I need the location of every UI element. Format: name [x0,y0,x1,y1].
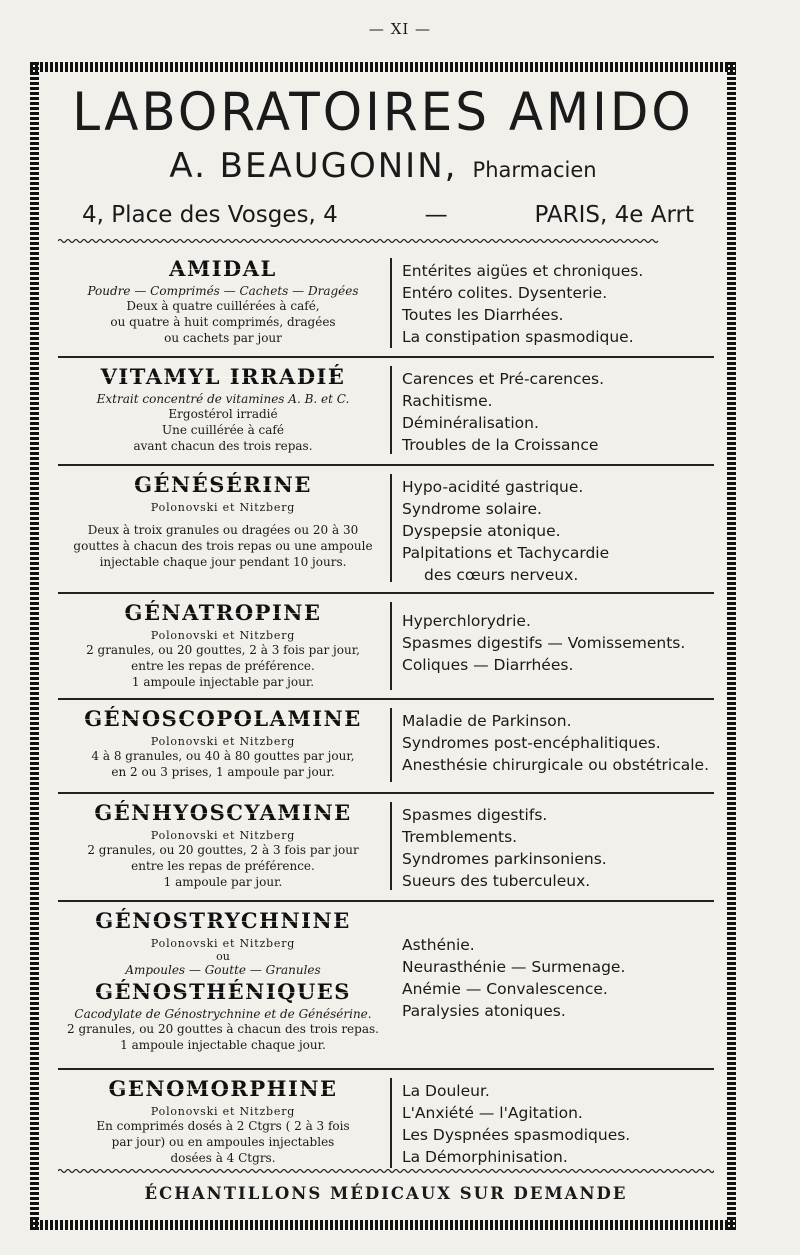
dose-line: Une cuillérée à café [162,423,284,437]
indication: Paralysies atoniques. [402,1002,566,1020]
indication: Spasmes digestifs. [402,806,548,824]
dose-line: ou quatre à huit comprimés, dragées [110,315,336,329]
product-authors: Polonovski et Nitzberg [150,1105,296,1118]
dose-line: injectable chaque jour pendant 10 jours. [99,555,347,569]
product-authors: Polonovski et Nitzberg [150,829,296,842]
product-name: AMIDAL [169,256,277,281]
product-forms: Ampoules — Goutte — Granules [125,963,321,977]
product-amidal [58,252,714,354]
indication: Hypo-acidité gastrique. [402,478,584,496]
column-divider [390,258,392,348]
indication: Neurasthénie — Surmenage. [402,958,626,976]
page-number: — XI — [368,20,432,38]
indication: Les Dyspnées spasmodiques. [402,1126,631,1144]
dose-line: Deux à quatre cuillérées à café, [126,299,320,313]
indication: Tremblements. [402,828,518,846]
product-vitamyl [58,360,714,460]
dose-line: en 2 ou 3 prises, 1 ampoule par jour. [111,765,335,779]
owner-name: A. BEAUGONIN, [169,146,458,186]
product-name: GÉNATROPINE [124,600,322,625]
border-left [30,62,39,1230]
dose-line: 1 ampoule injectable chaque jour. [120,1038,326,1052]
product-forms: Poudre — Comprimés — Cachets — Dragées [87,284,359,298]
product-name: GÉNOSCOPOLAMINE [84,706,362,731]
product-name: GÉNÉSÉRINE [134,472,312,497]
indication: Coliques — Diarrhées. [402,656,574,674]
section-separator [58,900,714,902]
indication: La Démorphinisation. [402,1148,568,1166]
indication: Palpitations et Tachycardie [402,544,610,562]
dose-line: entre les repas de préférence. [131,859,315,873]
indication: L'Anxiété — l'Agitation. [402,1104,583,1122]
indication: Rachitisme. [402,392,493,410]
column-divider [390,474,392,582]
dose-line: Deux à troix granules ou dragées ou 20 à 30 [87,523,359,537]
owner-line [50,144,716,194]
wavy-rule-bottom [58,1168,714,1174]
column-divider [390,1078,392,1168]
product-name: GÉNHYOSCYAMINE [94,800,352,825]
section-separator [58,1068,714,1070]
product-genatropine [58,596,714,696]
dose-line: par jour) ou en ampoules injectables [111,1135,335,1149]
dose-line: ou cachets par jour [164,331,282,345]
column-divider [390,366,392,454]
section-separator [58,698,714,700]
address-dash: — [424,202,448,228]
header [50,82,716,232]
indication: Troubles de la Croissance [402,436,599,454]
dose-line: 2 granules, ou 20 gouttes, 2 à 3 fois par jour, [86,643,360,657]
indication: Anesthésie chirurgicale ou obstétricale. [402,756,709,774]
address-city: PARIS, 4e Arrt [534,202,694,228]
dose-line: En comprimés dosés à 2 Ctgrs ( 2 à 3 fois [96,1119,350,1133]
section-separator [58,792,714,794]
border-top [30,62,736,72]
dose-line: gouttes à chacun des trois repas ou une ampoule [73,539,373,553]
indication: La Douleur. [402,1082,490,1100]
indication: Sueurs des tuberculeux. [402,872,591,890]
indication: Entéro colites. Dysenterie. [402,284,608,302]
product-name: GÉNOSTRYCHNINE [95,908,351,933]
product-genostrychnine [58,904,714,1064]
indication: Anémie — Convalescence. [402,980,608,998]
product-forms: Extrait concentré de vitamines A. B. et C. [96,392,350,406]
border-right [727,62,736,1230]
owner-role: Pharmacien [472,158,597,182]
product-name-secondary: GÉNOSTHÉNIQUES [95,979,351,1004]
indication: Maladie de Parkinson. [402,712,572,730]
or-connector: ou [216,950,230,963]
dose-line: Ergostérol irradié [168,407,278,421]
indication: des cœurs nerveux. [424,566,579,584]
wavy-rule-top [58,238,714,244]
product-authors: Polonovski et Nitzberg [150,629,296,642]
product-authors: Polonovski et Nitzberg [150,501,296,514]
samples-notice: ÉCHANTILLONS MÉDICAUX SUR DEMANDE [144,1184,628,1203]
product-forms-secondary: Cacodylate de Génostrychnine et de Génésérine. [74,1007,372,1021]
section-separator [58,592,714,594]
indication: Déminéralisation. [402,414,539,432]
indication: Carences et Pré-carences. [402,370,605,388]
product-geneserine [58,468,714,588]
dose-line: 2 granules, ou 20 gouttes à chacun des trois repas. [67,1022,379,1036]
indication: Syndromes parkinsoniens. [402,850,607,868]
product-genhyoscyamine [58,796,714,896]
product-name: GENOMORPHINE [108,1076,338,1101]
indication: Syndrome solaire. [402,500,542,518]
dose-line: entre les repas de préférence. [131,659,315,673]
dose-line: avant chacun des trois repas. [133,439,313,453]
border-bottom [30,1220,736,1230]
address-street: 4, Place des Vosges, 4 [82,202,338,228]
indication: Entérites aigües et chroniques. [402,262,644,280]
section-separator [58,356,714,358]
product-authors: Polonovski et Nitzberg [150,937,296,950]
lab-title: LABORATOIRES AMIDO [72,81,694,143]
column-divider [390,708,392,782]
column-divider [390,802,392,890]
product-genomorphine [58,1072,714,1174]
address-line [50,202,716,228]
product-genoscopolamine [58,702,714,788]
column-divider [390,602,392,690]
indication: Asthénie. [402,936,475,954]
indication: Syndromes post-encéphalitiques. [402,734,661,752]
indication: Toutes les Diarrhées. [402,306,564,324]
indication: Hyperchlorydrie. [402,612,531,630]
dose-line: 1 ampoule par jour. [163,875,283,889]
section-separator [58,464,714,466]
dose-line: dosées à 4 Ctgrs. [170,1151,276,1165]
advertisement-frame [30,62,736,1230]
product-authors: Polonovski et Nitzberg [150,735,296,748]
column-divider [390,910,392,1058]
dose-line: 4 à 8 granules, ou 40 à 80 gouttes par jour, [91,749,355,763]
indication: La constipation spasmodique. [402,328,634,346]
product-name: VITAMYL IRRADIÉ [100,364,346,389]
indication: Dyspepsie atonique. [402,522,561,540]
dose-line: 1 ampoule injectable par jour. [131,675,315,689]
dose-line: 2 granules, ou 20 gouttes, 2 à 3 fois par jour [87,843,359,857]
indication: Spasmes digestifs — Vomissements. [402,634,686,652]
